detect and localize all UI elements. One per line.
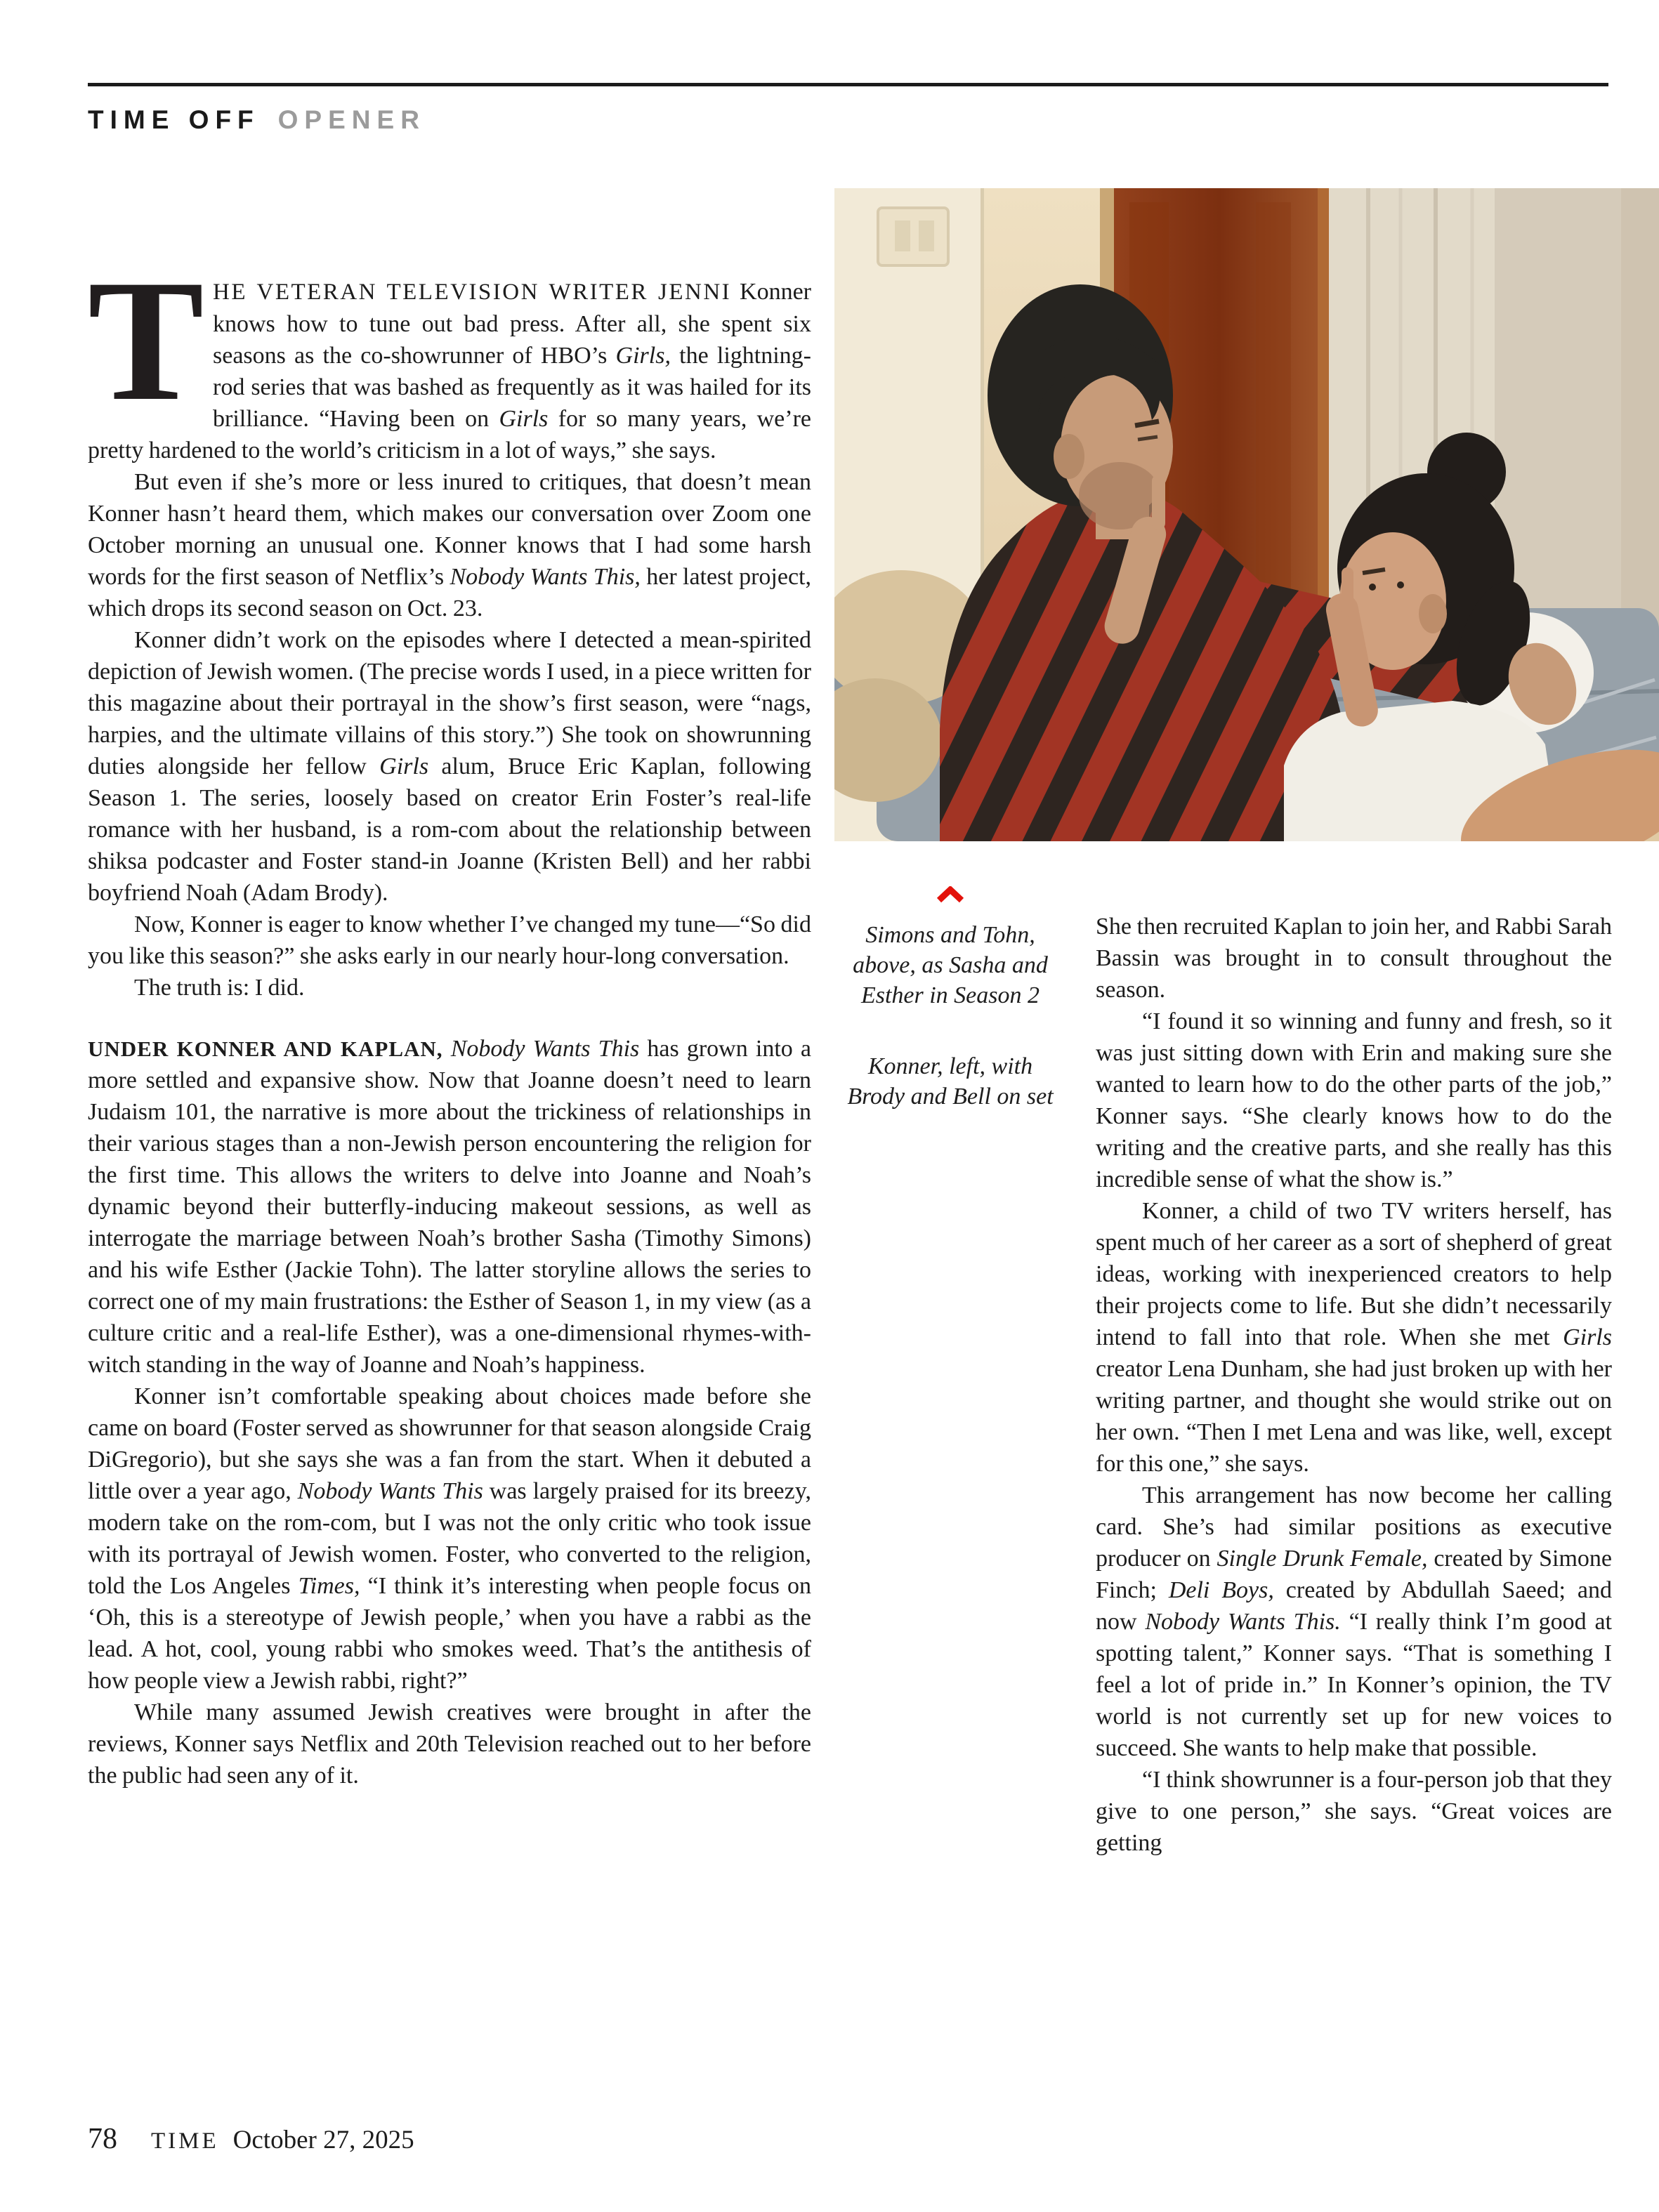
feature-photo	[834, 188, 1659, 841]
magazine-name: TIME	[151, 2128, 219, 2154]
paragraph: Konner isn’t comfortable speaking about choices made before she came on board (Foster served as showrunner for that season alongside Craig DiGregorio), but she says she was a fan from the start. When it debuted a little over a year ago, Nobody Wants This was largely praised for its breezy, modern take on the rom-com, but I was not the only critic who took issue with its portrayal of Jewish women. Foster, who converted to the religion, told the Los Angeles Times, “I think it’s interesting when people focus on ‘Oh, this is a stereotype of Jewish people,’ when you have a rabbi as the lead. A hot, cool, young rabbi who smokes weed. That’s the antithesis of how people view a Jewish rabbi, right?”	[88, 1383, 811, 1694]
caption-season2: Simons and Tohn, above, as Sasha and Esther in Season 2	[853, 922, 1048, 1008]
paragraph: While many assumed Jewish creatives were brought in after the reviews, Konner says Netflix and 20th Television reached out to her before the public had seen any of it.	[88, 1699, 811, 1789]
header-rule	[88, 83, 1608, 86]
page-footer	[88, 2122, 414, 2156]
subsection-label: OPENER	[277, 105, 426, 134]
paragraph: Now, Konner is eager to know whether I’ve changed my tune—“So did you like this season?” she asks early in our nearly hour-long conversation.	[88, 911, 811, 969]
caption-on-set: Konner, left, with Brody and Bell on set	[847, 1053, 1054, 1110]
paragraph: The truth is: I did.	[134, 975, 305, 1001]
paragraph: She then recruited Kaplan to join her, and Rabbi Sarah Bassin was brought in to consult throughout the season.	[1096, 914, 1612, 1003]
left-column-text	[88, 276, 811, 1791]
drop-cap: T	[88, 276, 204, 437]
chevron-up-icon	[936, 886, 965, 903]
paragraph: Konner didn’t work on the episodes where I detected a mean-spirited depiction of Jewish women. (The precise words I used, in a piece written for this magazine about their portrayal in the show’s first season, were “nags, harpies, and the ultimate villains of this story.”) She took on showrunning duties alongside her fellow Girls alum, Bruce Eric Kaplan, following Season 1. The series, loosely based on creator Erin Foster’s real-life romance with her husband, is a rom-com about the relationship between shiksa podcaster and Foster stand-in Joanne (Kristen Bell) and her rabbi boyfriend Noah (Adam Brody).	[88, 627, 811, 906]
page-number: 78	[88, 2123, 117, 2155]
paragraph: HE VETERAN TELEVISION WRITER JENNI Konner knows how to tune out bad press. After all, she spent six seasons as the co-showrunner of HBO’s Girls, the lightning-rod series that was bashed as frequently as it was hailed for its brilliance. “Having been on Girls for so many years, we’re pretty hardened to the world’s criticism in a lot of ways,” she says.	[88, 279, 811, 463]
section-label: TIME OFF	[88, 105, 260, 134]
issue-date: October 27, 2025	[232, 2126, 414, 2154]
section-kicker	[88, 105, 426, 135]
paragraph: “I think showrunner is a four-person job that they give to one person,” she says. “Great voices are getting	[1096, 1767, 1612, 1856]
article-column-right	[1096, 911, 1612, 2129]
paragraph: Konner, a child of two TV writers herself, has spent much of her career as a sort of shepherd of great ideas, working with inexperienced creators to help their projects come to life. But she didn’t necessarily intend to fall into that role. When she met Girls creator Lena Dunham, she had just broken up with her writing partner, and thought she would strike out on her own. “Then I met Lena and was like, well, except for this one,” she says.	[1096, 1198, 1612, 1477]
photo-caption	[845, 886, 1056, 1112]
paragraph: “I found it so winning and funny and fresh, so it was just sitting down with Erin and making sure she wanted to learn how to do the other parts of the job,” Konner says. “She clearly knows how to do the writing and the creative parts, and she really has this incredible sense of what the show is.”	[1096, 1008, 1612, 1192]
article-column-left	[88, 276, 811, 2102]
paragraph: UNDER KONNER AND KAPLAN, Nobody Wants This has grown into a more settled and expansive show. Now that Joanne doesn’t need to learn Judaism 101, the narrative is more about the trickiness of relationships in their various stages than a non-Jewish person encountering the religion for the first time. This allows the writers to delve into Joanne and Noah’s dynamic beyond their butterfly-inducing makeout sessions, as well as interrogate the marriage between Noah’s brother Sasha (Timothy Simons) and his wife Esther (Jackie Tohn). The latter storyline allows the series to correct one of my main frustrations: the Esther of Season 1, in my view (as a culture critic and a real-life Esther), was a one-dimensional rhymes-with-witch standing in the way of Joanne and Noah’s happiness.	[88, 1036, 811, 1378]
photo-illustration	[834, 188, 1659, 841]
paragraph: This arrangement has now become her calling card. She’s had similar positions as executive producer on Single Drunk Female, created by Simone Finch; Deli Boys, created by Abdullah Saeed; and now Nobody Wants This. “I really think I’m good at spotting talent,” Konner says. “That is something I feel a lot of pride in.” In Konner’s opinion, the TV world is not currently set up for new voices to succeed. She wants to help make that possible.	[1096, 1482, 1612, 1761]
right-column-text	[1096, 911, 1612, 1859]
paragraph: But even if she’s more or less inured to critiques, that doesn’t mean Konner hasn’t heard them, which makes our conversation over Zoom one October morning an unusual one. Konner knows that I had some harsh words for the first season of Netflix’s Nobody Wants This, her latest project, which drops its second season on Oct. 23.	[88, 469, 811, 621]
